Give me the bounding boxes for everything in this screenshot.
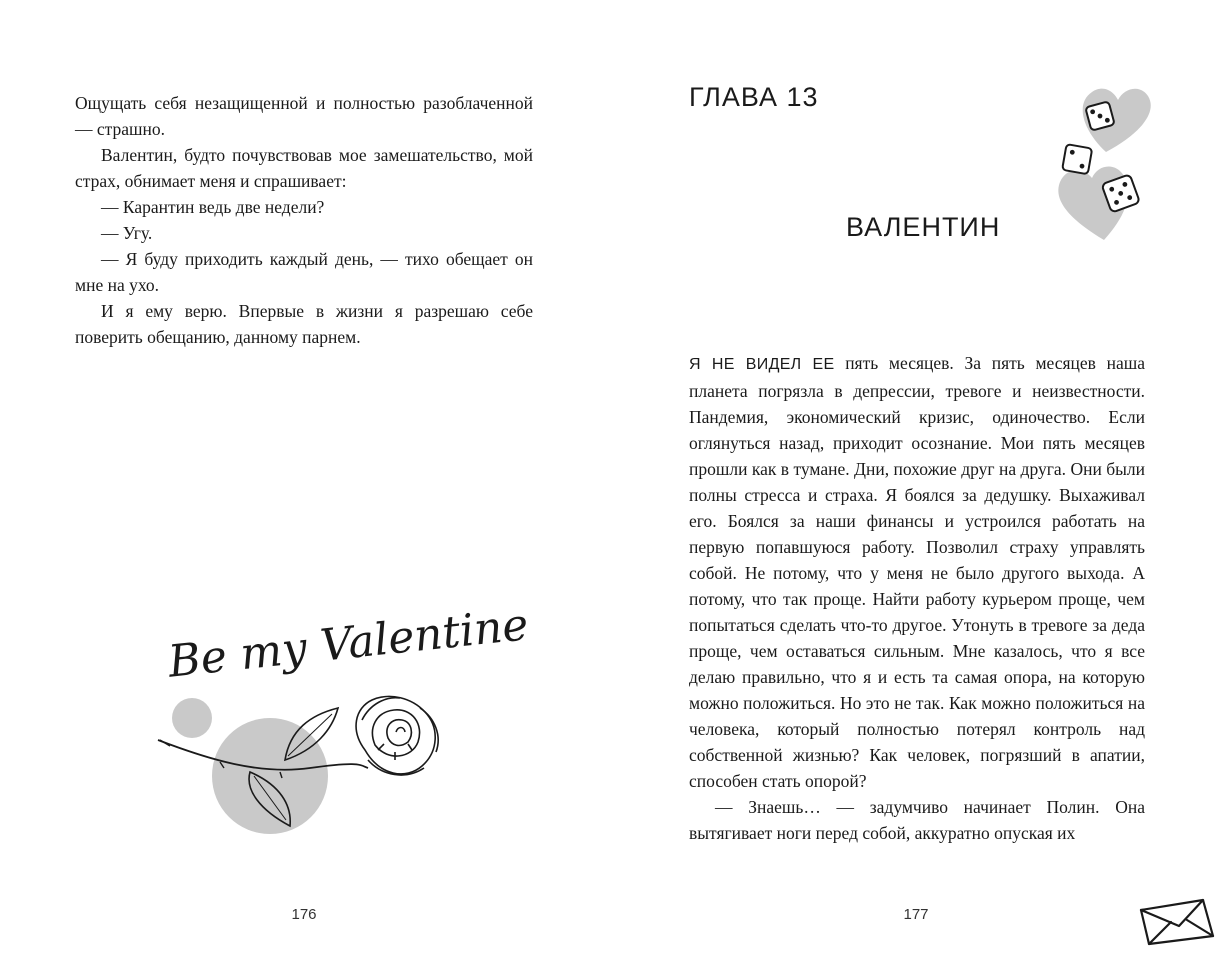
lead-caps: Я НЕ ВИДЕЛ ЕЕ (689, 356, 835, 373)
paragraph-body: пять месяцев. За пять месяцев наша планета погрязла в депрессии, тревоге и неизвестности. Пандемия, экономический кризис, одиночество. Если оглянуться назад, приходит осознание. Мои пять месяцев прошли как в тумане. Дни, похожие друг на друга. Они были полны стресса и страха. Я боялся за дедушку. Выхаживал его. Боялся за наши финансы и устроился работать на первую попавшуюся работу. Позволил страху управлять собой. Не потому, что у меня не было другого выхода. А потому, что так проще. Найти работу курьером проще, чем попытаться сделать что-то другое. Утонуть в тревоге за деда проще, чем оставаться сильным. Мне казалось, что я все делаю правильно, что я и есть та самая опора, на которую можно положиться. Но это не так. Как можно положиться на человека, который полностью потерял контроль над собственной жизнью? Как человек, погрязший в апатии, способен стать опорой? (689, 353, 1145, 791)
paragraph: Ощущать себя незащищенной и полностью разоблаченной — страшно. (75, 93, 533, 139)
page-number-right: 177 (903, 906, 929, 923)
paragraph: И я ему верю. Впервые в жизни я разрешаю себе поверить обещанию, данному парнем. (75, 301, 533, 347)
paragraph: Валентин, будто почувствовав мое замешательство, мой страх, обнимает меня и спрашивает: (75, 145, 533, 191)
envelope-icon (1137, 896, 1217, 948)
dialogue-line: — Угу. (101, 223, 153, 243)
chapter-label: ГЛАВА 13 (689, 82, 819, 112)
right-page-text (689, 350, 1145, 846)
paragraph (689, 350, 1145, 794)
page-number-left: 176 (291, 906, 317, 923)
dialogue-line: — Карантин ведь две недели? (101, 197, 325, 217)
be-my-valentine-script: Be my Valentine (165, 599, 531, 688)
dice-icon (1044, 82, 1156, 242)
rose-icon (150, 599, 531, 840)
chapter-title: ВАЛЕНТИН (846, 212, 1001, 242)
dialogue-line: — Я буду приходить каждый день, — тихо обещает он мне на ухо. (75, 249, 533, 295)
right-page (612, 0, 1224, 974)
left-page-text (75, 90, 533, 350)
dialogue-line: — Знаешь… — задумчиво начинает Полин. Она вытягивает ноги перед собой, аккуратно опуская их (689, 797, 1145, 843)
